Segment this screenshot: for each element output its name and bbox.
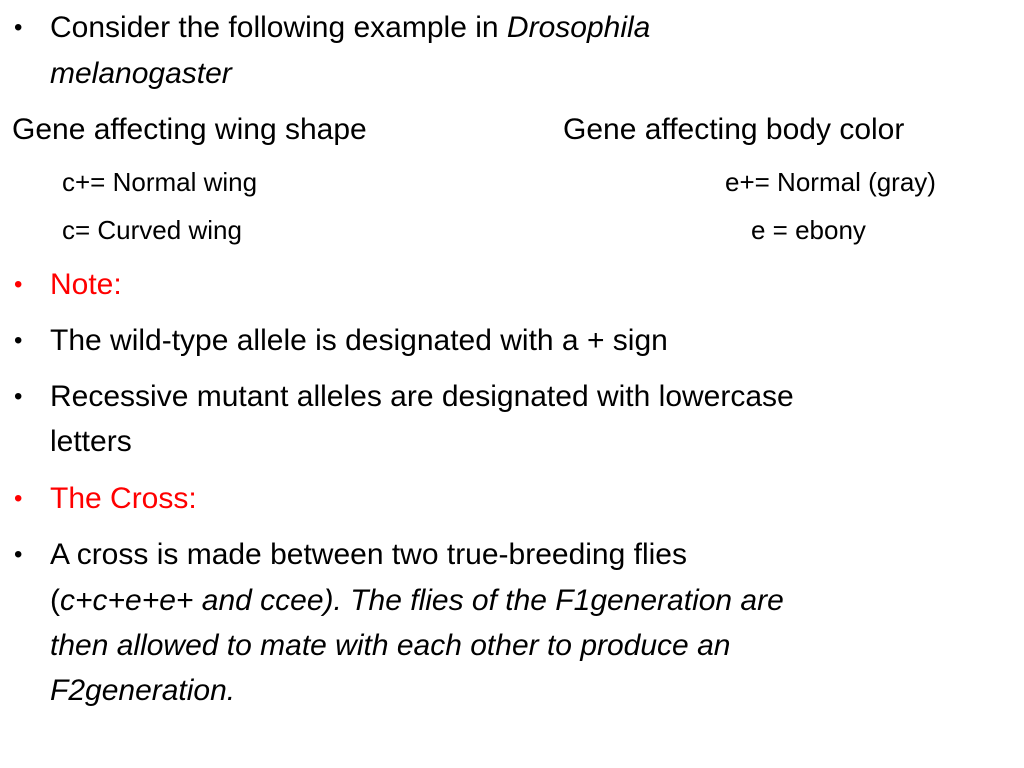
bullet-marker: • bbox=[14, 485, 23, 512]
wing-gene-heading: Gene affecting wing shape bbox=[12, 113, 367, 146]
recessive-bullet-item bbox=[14, 374, 794, 419]
cross-text-line3: then allowed to mate with each other to produce an bbox=[50, 629, 731, 662]
intro-text: Consider the following example in bbox=[50, 11, 507, 44]
wing-normal-allele: c+= Normal wing bbox=[62, 167, 258, 197]
recessive-text-line2: letters bbox=[50, 425, 132, 458]
intro-bullet-item bbox=[14, 5, 650, 50]
recessive-text-line1: Recessive mutant alleles are designated with lowercase bbox=[50, 380, 794, 413]
bullet-marker: • bbox=[14, 327, 23, 354]
cross-text-line2 bbox=[50, 578, 784, 623]
cross-open-paren: ( bbox=[50, 584, 60, 617]
bullet-marker: • bbox=[14, 14, 23, 41]
bullet-marker: • bbox=[14, 383, 23, 410]
wild-type-bullet-item bbox=[14, 318, 668, 363]
body-gene-heading: Gene affecting body color bbox=[563, 113, 905, 146]
cross-text-line1: A cross is made between two true-breeding flies bbox=[50, 538, 687, 571]
cross-text-line4: F2generation. bbox=[50, 674, 236, 707]
cross-heading-bullet-item bbox=[14, 476, 197, 521]
body-normal-allele: e+= Normal (gray) bbox=[725, 167, 936, 197]
note-label: Note: bbox=[50, 268, 122, 301]
wild-type-text: The wild-type allele is designated with a + sign bbox=[50, 324, 668, 357]
bullet-marker: • bbox=[14, 271, 23, 298]
note-bullet-item bbox=[14, 262, 122, 307]
wing-curved-allele: c= Curved wing bbox=[62, 215, 242, 245]
cross-genotypes-text: c+c+e+e+ and ccee). The flies of the F1generation are bbox=[60, 584, 784, 617]
cross-heading-label: The Cross: bbox=[50, 482, 197, 515]
intro-species-name: melanogaster bbox=[50, 57, 232, 90]
bullet-marker: • bbox=[14, 541, 23, 568]
body-ebony-allele: e = ebony bbox=[751, 215, 866, 245]
intro-species-genus: Drosophila bbox=[506, 11, 651, 44]
cross-bullet-item bbox=[14, 532, 687, 577]
